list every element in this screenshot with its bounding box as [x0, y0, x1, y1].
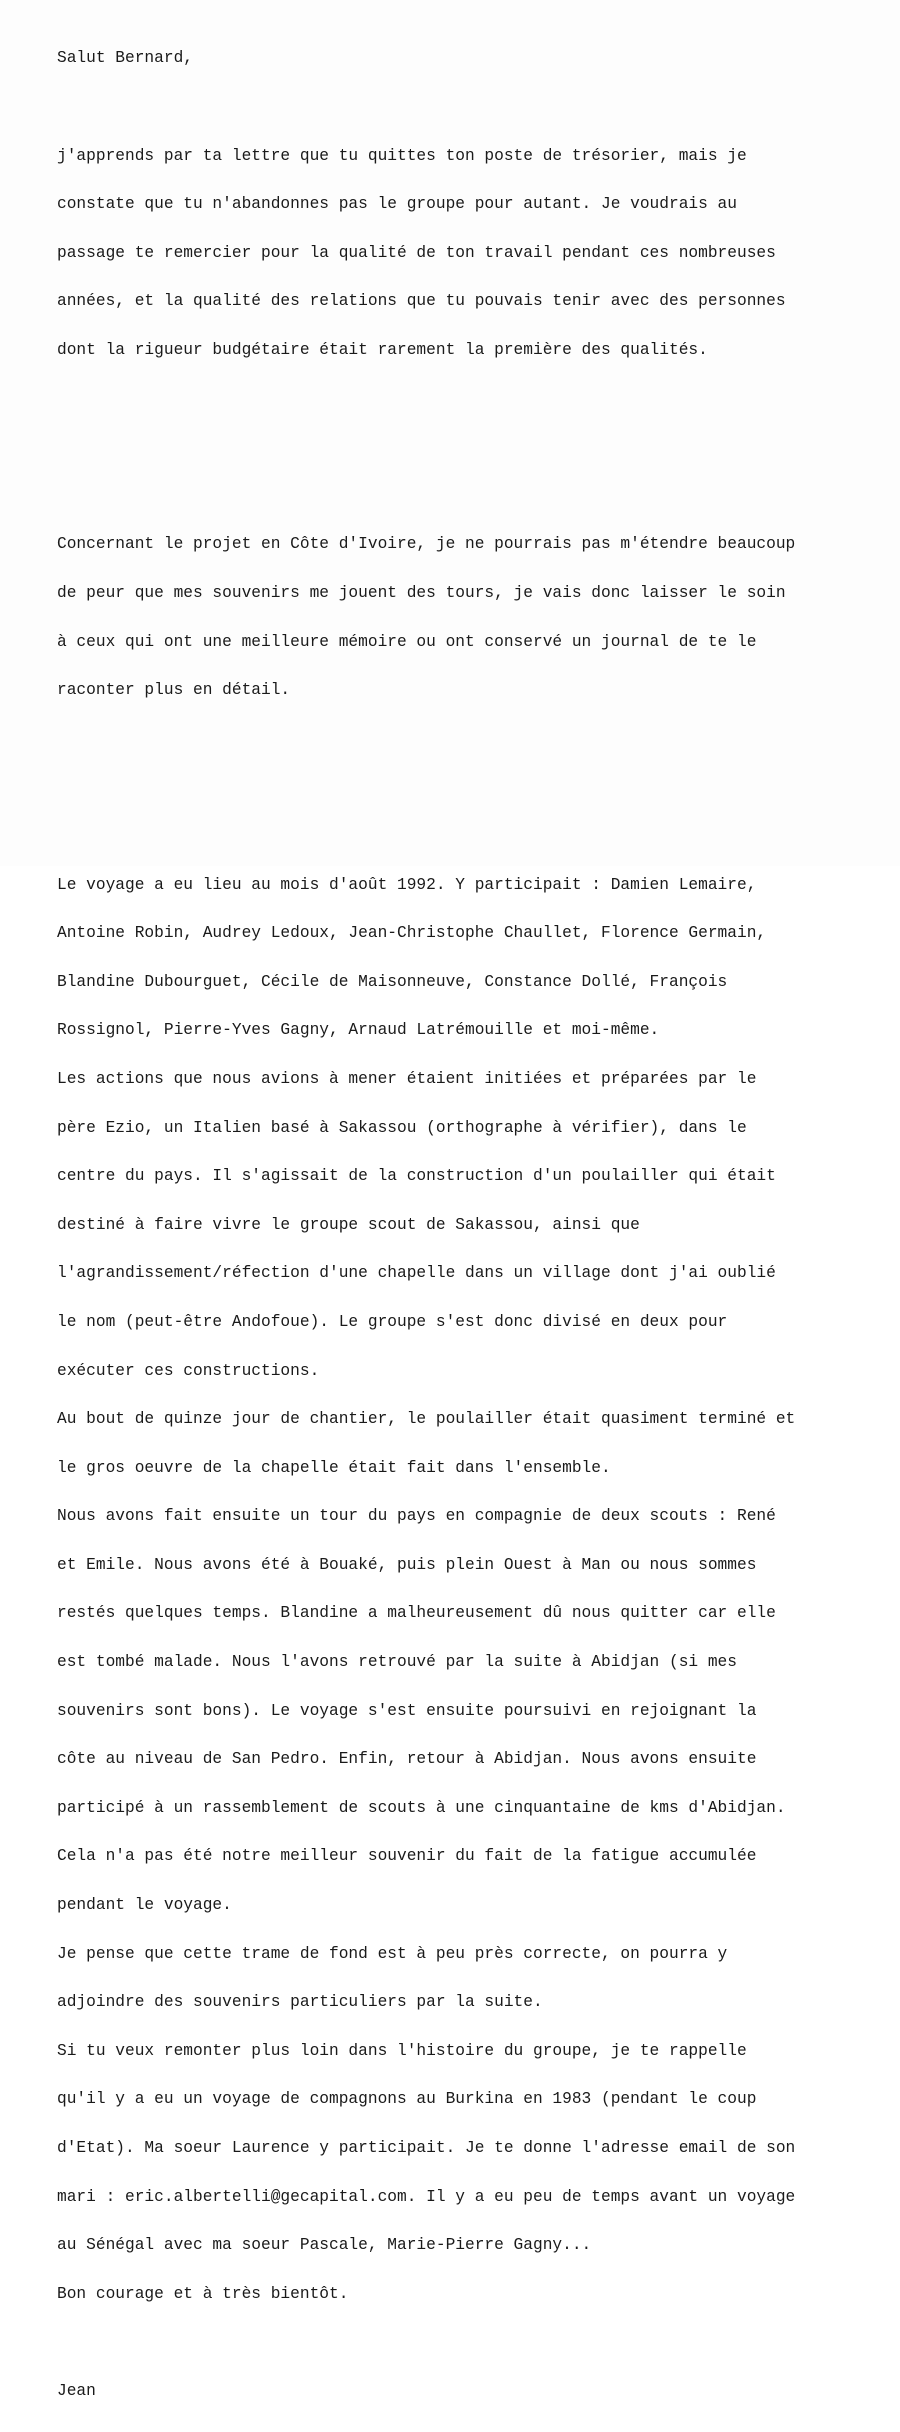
text-line: Cela n'a pas été notre meilleur souvenir du fait de la fatigue accumulée — [57, 1847, 757, 1866]
text-line: l'agrandissement/réfection d'une chapelle dans un village dont j'ai oublié — [57, 1264, 776, 1283]
text-line: constate que tu n'abandonnes pas le groupe pour autant. Je voudrais au — [57, 195, 737, 214]
text-line: Le voyage a eu lieu au mois d'août 1992. Y participait : Damien Lemaire, — [57, 875, 757, 894]
text-line: participé à un rassemblement de scouts à une cinquantaine de kms d'Abidjan. — [57, 1798, 786, 1817]
text-line: côte au niveau de San Pedro. Enfin, retour à Abidjan. Nous avons ensuite — [57, 1750, 757, 1769]
text-line: Je pense que cette trame de fond est à peu près correcte, on pourra y — [57, 1944, 728, 1963]
text-line: centre du pays. Il s'agissait de la construction d'un poulailler qui était — [57, 1167, 776, 1186]
text-line: raconter plus en détail. — [57, 681, 291, 700]
text-line: Bon courage et à très bientôt. — [57, 2284, 349, 2303]
text-line: Concernant le projet en Côte d'Ivoire, je ne pourrais pas m'étendre beaucoup — [57, 535, 796, 554]
text-line: adjoindre des souvenirs particuliers par la suite. — [57, 1993, 543, 2012]
text-line: années, et la qualité des relations que tu pouvais tenir avec des personnes — [57, 292, 786, 311]
text-line: qu'il y a eu un voyage de compagnons au Burkina en 1983 (pendant le coup — [57, 2090, 757, 2109]
text-line: Les actions que nous avions à mener étaient initiées et préparées par le — [57, 1069, 757, 1088]
text-line: souvenirs sont bons). Le voyage s'est ensuite poursuivi en rejoignant la — [57, 1701, 757, 1720]
text-line: Blandine Dubourguet, Cécile de Maisonneuve, Constance Dollé, François — [57, 972, 728, 991]
text-line: destiné à faire vivre le groupe scout de Sakassou, ainsi que — [57, 1215, 640, 1234]
paragraph-spacer — [57, 779, 887, 795]
text-line: dont la rigueur budgétaire était rarement la première des qualités. — [57, 340, 708, 359]
text-line: restés quelques temps. Blandine a malheureusement dû nous quitter car elle — [57, 1604, 776, 1623]
text-line: le nom (peut-être Andofoue). Le groupe s'est donc divisé en deux pour — [57, 1312, 728, 1331]
text-line: et Emile. Nous avons été à Bouaké, puis plein Ouest à Man ou nous sommes — [57, 1555, 757, 1574]
paragraph-spacer — [57, 439, 887, 455]
text-line: Rossignol, Pierre-Yves Gagny, Arnaud Latrémouille et moi-même. — [57, 1021, 660, 1040]
text-line: Antoine Robin, Audrey Ledoux, Jean-Christophe Chaullet, Florence Germain, — [57, 924, 767, 943]
text-line: exécuter ces constructions. — [57, 1361, 320, 1380]
letter-greeting: Salut Bernard, — [57, 49, 193, 68]
text-line: Nous avons fait ensuite un tour du pays en compagnie de deux scouts : René — [57, 1507, 776, 1526]
text-line: Au bout de quinze jour de chantier, le poulailler était quasiment terminé et — [57, 1410, 796, 1429]
paragraph-project-intro — [57, 504, 887, 731]
text-line: à ceux qui ont une meilleure mémoire ou ont conservé un journal de te le — [57, 632, 757, 651]
text-line: de peur que mes souvenirs me jouent des tours, je vais donc laisser le soin — [57, 583, 786, 602]
text-line: d'Etat). Ma soeur Laurence y participait. Je te donne l'adresse email de son — [57, 2139, 796, 2158]
letter-signature: Jean — [57, 2382, 96, 2400]
text-line: le gros oeuvre de la chapelle était fait dans l'ensemble. — [57, 1458, 611, 1477]
text-line: est tombé malade. Nous l'avons retrouvé par la suite à Abidjan (si mes — [57, 1653, 737, 1672]
letter-body — [57, 18, 887, 2432]
text-line: Si tu veux remonter plus loin dans l'histoire du groupe, je te rappelle — [57, 2041, 747, 2060]
paragraph-trip-account — [57, 844, 887, 2334]
text-line: mari : eric.albertelli@gecapital.com. Il y a eu peu de temps avant un voyage — [57, 2187, 796, 2206]
text-line: au Sénégal avec ma soeur Pascale, Marie-Pierre Gagny... — [57, 2236, 592, 2255]
text-line: père Ezio, un Italien basé à Sakassou (orthographe à vérifier), dans le — [57, 1118, 747, 1137]
text-line: passage te remercier pour la qualité de ton travail pendant ces nombreuses — [57, 243, 776, 262]
text-line: j'apprends par ta lettre que tu quittes ton poste de trésorier, mais je — [57, 146, 747, 165]
text-line: pendant le voyage. — [57, 1896, 232, 1915]
paragraph-thanks — [57, 115, 887, 390]
